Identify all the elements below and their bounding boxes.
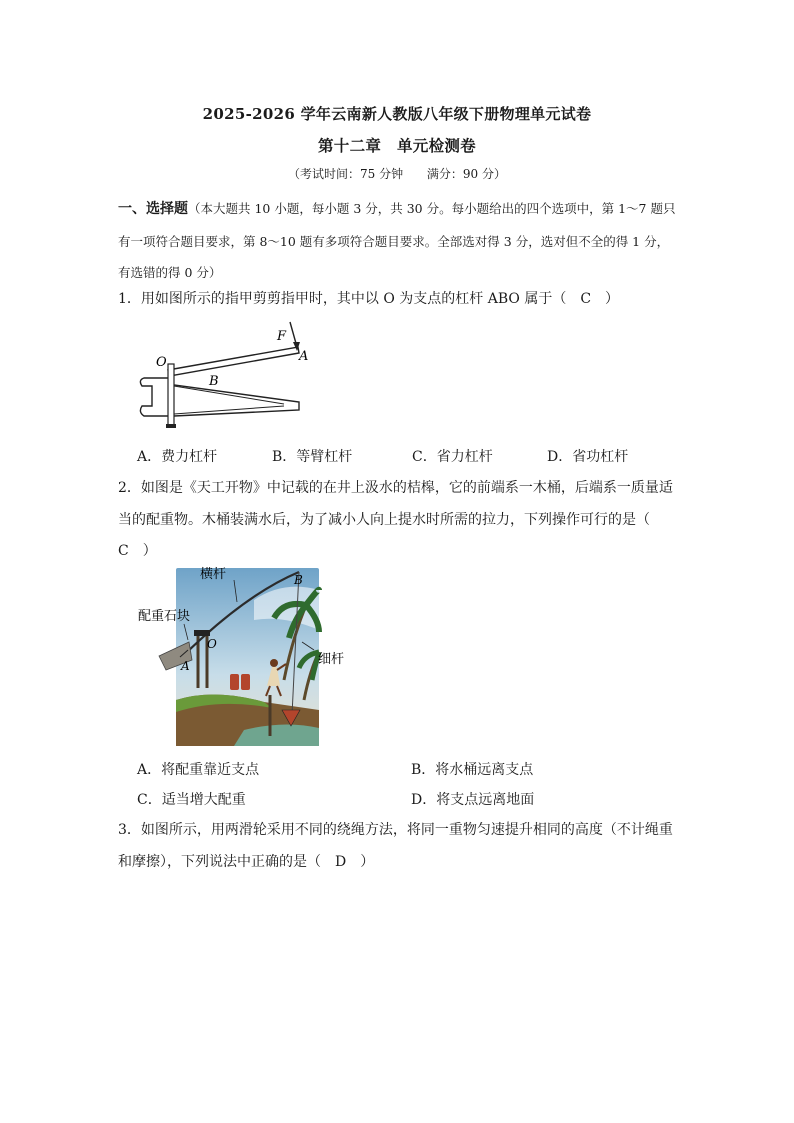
exam-time: （考试时间：75 分钟 (287, 167, 404, 181)
q1-option-c: C．省力杠杆 (412, 449, 493, 465)
label-A: A (299, 349, 309, 364)
exam-title: 2025-2026 学年云南新人教版八年级下册物理单元试卷 (202, 105, 592, 123)
q2-option-b: B．将水桶远离支点 (411, 762, 534, 778)
label-O: O (156, 355, 167, 370)
q2-option-a: A．将配重靠近支点 (137, 762, 260, 778)
label-crossbar: 横杆 (200, 567, 227, 582)
question-2-stem: 2．如图是《天工开物》中记载的在井上汲水的桔槔，它的前端系一木桶，后端系一质量适当的配重物。木桶装满水后，为了减小人向上提水时所需的拉力，下列操作可行的是（ C ） (118, 480, 673, 559)
full-score: 满分：90 分） (426, 167, 506, 181)
q1-option-d: D．省功杠杆 (547, 449, 629, 465)
label-thin-rod: 细杆 (318, 652, 345, 667)
section-1-intro (118, 193, 678, 289)
exam-info (0, 165, 794, 182)
section-1-heading: 一、选择题 (118, 201, 188, 217)
q1-option-a: A．费力杠杆 (137, 449, 218, 465)
label-A-q2: A (181, 659, 190, 673)
label-F: F (277, 329, 287, 344)
question-3-stem: 3．如图所示，用两滑轮采用不同的绕绳方法，将同一重物匀速提升相同的高度（不计绳重和摩擦），下列说法中正确的是（ D ） (118, 822, 673, 870)
label-B: B (209, 374, 219, 389)
q2-option-d: D．将支点远离地面 (411, 792, 535, 808)
question-1-stem: 1．用如图所示的指甲剪剪指甲时，其中以 O 为支点的杠杆 ABO 属于（ C ） (118, 291, 620, 307)
section-1-instructions: （本大题共 10 小题，每小题 3 分，共 30 分。每小题给出的四个选项中，第 1～7 题只有一项符合题目要求，第 8～10 题有多项符合题目要求。全部选对得 3 分，选对但不全的得 1 分，有选错的得 0 分） (118, 201, 676, 280)
well-sweep-figure (134, 560, 379, 750)
label-O-q2: O (207, 637, 217, 651)
nail-clipper-figure (134, 320, 314, 435)
label-counterweight: 配重石块 (138, 609, 191, 624)
q2-option-c: C．适当增大配重 (137, 792, 246, 808)
label-B-q2: B (294, 573, 303, 587)
chapter-subtitle: 第十二章 单元检测卷 (317, 136, 476, 155)
q1-option-b: B．等臂杠杆 (272, 449, 353, 465)
